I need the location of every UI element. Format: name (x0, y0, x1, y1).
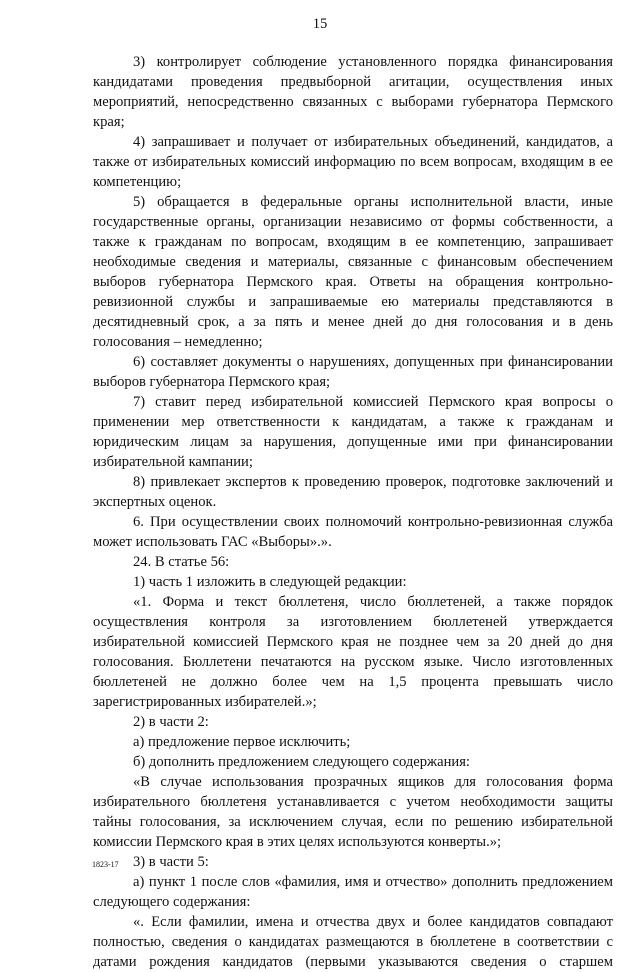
paragraph-quoted-sentence: «В случае использования прозрачных ящиков для голосования форма избирательного бюллетеня устанавливается с учетом необходимости защиты тайны голосования, за исключением случая, если по решению избирательной комиссии Пермского края в этих целях используются конверты.»; (93, 774, 613, 850)
paragraph-part-6: 6. При осуществлении своих полномочий контрольно-ревизионная служба может использовать ГАС «Выборы».». (93, 514, 613, 550)
paragraph-amendment-2b: б) дополнить предложением следующего содержания: (133, 754, 470, 770)
paragraph-section-24: 24. В статье 56: (133, 554, 230, 570)
footer-document-code: 1823-17 (92, 860, 119, 869)
paragraph-item-6: 6) составляет документы о нарушениях, допущенных при финансировании выборов губернатора Пермского края; (93, 354, 613, 390)
paragraph-amendment-1: 1) часть 1 изложить в следующей редакции: (133, 574, 407, 590)
page-number: 15 (312, 16, 328, 32)
paragraph-amendment-3: 3) в части 5: (133, 854, 209, 870)
paragraph-amendment-3a: а) пункт 1 после слов «фамилия, имя и отчество» дополнить предложением следующего содержания: (93, 874, 613, 910)
paragraph-item-3: 3) контролирует соблюдение установленного порядка финансирования кандидатами проведения предвыборной агитации, осуществления иных мероприятий, непосредственно связанных с выборами губернатора Пермского края; (93, 54, 613, 130)
paragraph-item-8: 8) привлекает экспертов к проведению проверок, подготовке заключений и экспертных оценок. (93, 474, 613, 510)
document-body (93, 52, 613, 972)
paragraph-item-4: 4) запрашивает и получает от избирательных объединений, кандидатов, а также от избирательных комиссий информацию по всем вопросам, входящим в ее компетенцию; (93, 134, 613, 190)
paragraph-quoted-part-1: «1. Форма и текст бюллетеня, число бюллетеней, а также порядок осуществления контроля за изготовлением бюллетеней утверждается избирательной комиссией Пермского края не позднее чем за 20 дней до дня голосования. Бюллетени печатаются на русском языке. Число изготовленных бюллетеней не должно более чем на 1,5 процента превышать число зарегистрированных избирателей.»; (93, 594, 613, 710)
paragraph-item-7: 7) ставит перед избирательной комиссией Пермского края вопросы о применении мер ответственности к кандидатам, а также к гражданам и юридическим лицам за нарушения, допущенные ими при финансировании избирательной кампании; (93, 394, 613, 470)
paragraph-quoted-continued: «. Если фамилии, имена и отчества двух и более кандидатов совпадают полностью, сведения о кандидатах размещаются в бюллетене в соответствии с датами рождения кандидатов (первыми указываются сведения о старшем (93, 914, 613, 970)
paragraph-item-5: 5) обращается в федеральные органы исполнительной власти, иные государственные органы, организации независимо от формы собственности, а также к гражданам по вопросам, входящим в ее компетенцию, запрашивает необходимые сведения и материалы, связанные с финансовым обеспечением выборов губернатора Пермского края. Ответы на обращения контрольно-ревизионной службы и запрашиваемые ею материалы представляются в десятидневный срок, а за пять и менее дней до дня голосования и в день голосования – немедленно; (93, 194, 613, 350)
paragraph-amendment-2: 2) в части 2: (133, 714, 209, 730)
paragraph-amendment-2a: а) предложение первое исключить; (133, 734, 351, 750)
